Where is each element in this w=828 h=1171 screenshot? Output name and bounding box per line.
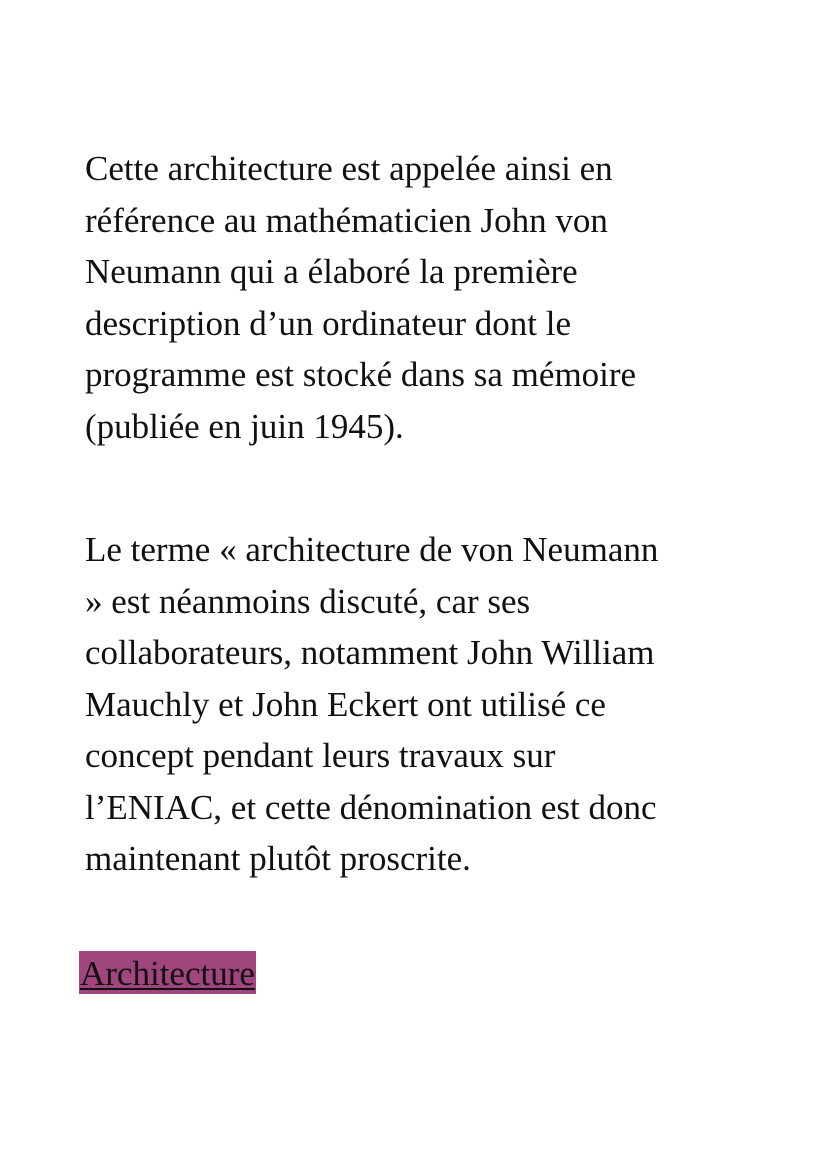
text-line: collaborateurs, notamment John William: [85, 633, 655, 672]
text-line: » est néanmoins discuté, car ses: [85, 581, 531, 621]
text-line: programme est stocké dans sa mémoire: [85, 355, 637, 394]
text-line: Le terme « architecture de von Neumann: [85, 530, 659, 569]
text-line: l’ENIAC, et cette dénomination est donc: [85, 787, 657, 827]
text-line: concept pendant leurs travaux sur: [85, 736, 556, 775]
paragraph-von-neumann-origin: [85, 143, 745, 452]
text-line: Mauchly et John Eckert ont utilisé ce: [85, 684, 606, 724]
text-line: (publiée en juin 1945).: [85, 406, 404, 446]
architecture-link-highlight: [79, 951, 256, 994]
text-line: maintenant plutôt proscrite.: [85, 839, 471, 878]
text-line: référence au mathématicien John von: [85, 200, 608, 240]
architecture-link[interactable]: Architecture: [80, 954, 255, 993]
paragraph-term-discussion: [85, 524, 745, 885]
text-line: Cette architecture est appelée ainsi en: [85, 149, 613, 188]
text-line: Neumann qui a élaboré la première: [85, 252, 578, 291]
text-line: description d’un ordinateur dont le: [85, 303, 571, 343]
